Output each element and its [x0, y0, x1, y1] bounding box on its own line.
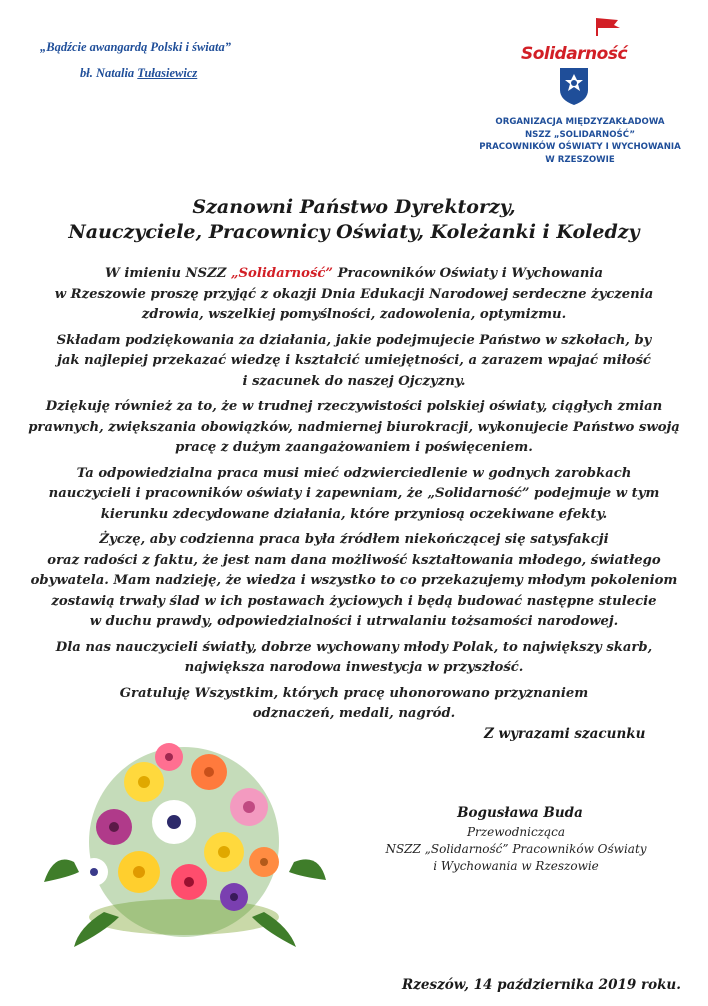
greeting [0, 195, 708, 245]
paragraph-5 [0, 530, 708, 633]
paragraph-line: odznaczeń, medali, nagród. [252, 706, 456, 721]
paragraph-line: nauczycieli i pracowników oświaty i zapewniam, że „Solidarność” podejmuje w tym [48, 486, 660, 501]
closing-phrase: Z wyrazami szacunku [484, 726, 646, 742]
role-line: Przewodnicząca [466, 825, 566, 839]
paragraph-line: jak najlepiej przekazać wiedzę i kształcić umiejętności, a zarazem wpajać miłość [57, 353, 651, 368]
role-line: NSZZ „Solidarność” Pracowników Oświaty [385, 842, 647, 856]
solidarnosc-logo [518, 14, 630, 64]
flower-bouquet-icon [34, 712, 334, 962]
paragraph-4 [0, 464, 708, 526]
paragraph-line: oraz radości z faktu, że jest nam dana możliwość kształtowania młodego, światłego [47, 552, 661, 568]
paragraph-line: zdrowia, wszelkiej pomyślności, zadowolenia, optymizmu. [141, 307, 567, 322]
quote-author [80, 66, 197, 81]
paragraph-1 [0, 264, 708, 326]
paragraph-line: prawnych, zwiększania obowiązków, nadmiernej biurokracji, wykonujecie Państwo swoją [28, 419, 680, 435]
paragraph-line: i szacunek do naszej Ojczyzny. [242, 373, 466, 389]
paragraph-3 [0, 397, 708, 459]
org-line: W RZESZOWIE [545, 154, 615, 165]
greeting-line-1: Szanowni Państwo Dyrektorzy, [192, 196, 516, 218]
paragraph-line: obywatela. Mam nadzieję, że wiedza i wszystko to co przekazujemy młodym pokoleniom [30, 573, 678, 588]
organization-name [470, 116, 690, 166]
signer-name: Bogusława Buda [457, 805, 583, 821]
logo-text: Solidarność [520, 44, 628, 64]
text-run: Pracowników Oświaty i Wychowania [332, 266, 604, 281]
paragraph-line: Życzę, aby codzienna praca była źródłem niekończącej się satysfakcji [99, 532, 609, 547]
paragraph-line: Składam podziękowania za działania, jakie podejmujecie Państwo w szkołach, by [56, 332, 652, 348]
org-line: NSZZ „SOLIDARNOŚĆ” [524, 129, 635, 140]
date-line: Rzeszów, 14 października 2019 roku. [402, 977, 681, 993]
paragraph-line: Gratuluję Wszystkim, których pracę uhonorowano przyznaniem [119, 685, 589, 701]
paragraph-line [0, 264, 708, 285]
role-line: i Wychowania w Rzeszowie [433, 859, 599, 873]
text-run: W imieniu NSZZ [104, 266, 231, 281]
union-emblem-icon [558, 66, 590, 106]
paragraph-line: w duchu prawdy, odpowiedzialności i utrwalaniu tożsamości narodowej. [89, 614, 619, 629]
org-line: ORGANIZACJA MIĘDZYZAKŁADOWA [495, 117, 665, 127]
quote-author-prefix: bł. Natalia [80, 66, 138, 80]
letter-body [0, 264, 708, 730]
org-line: PRACOWNIKÓW OŚWIATY I WYCHOWANIA [479, 142, 681, 152]
paragraph-line: Dla nas nauczycieli światły, dobrze wychowany młody Polak, to największy skarb, [55, 639, 653, 655]
paragraph-line: kierunku zdecydowane działania, które przyniosą oczekiwane efekty. [100, 506, 608, 522]
signer-role [366, 824, 666, 875]
paragraph-line: pracę z dużym zaangażowaniem i poświęceniem. [175, 440, 533, 455]
paragraph-2 [0, 331, 708, 393]
paragraph-line: największa narodowa inwestycja w przyszłość. [184, 660, 524, 675]
paragraph-6 [0, 638, 708, 679]
header-quote: „Bądźcie awangardą Polski i świata” [40, 40, 231, 54]
paragraph-line: Dziękuję również za to, że w trudnej rzeczywistości polskiej oświaty, ciągłych zmian [45, 399, 663, 414]
solidarnosc-highlight: „Solidarność” [230, 266, 333, 281]
paragraph-line: Ta odpowiedzialna praca musi mieć odzwierciedlenie w godnych zarobkach [76, 465, 632, 481]
paragraph-line: zostawią trwały ślad w ich postawach życiowych i będą budować następne stulecie [51, 593, 657, 609]
greeting-line-2: Nauczyciele, Pracownicy Oświaty, Koleżanki i Koledzy [68, 221, 640, 243]
paragraph-line: w Rzeszowie proszę przyjąć z okazji Dnia Edukacji Narodowej serdeczne życzenia [54, 286, 654, 302]
quote-author-name: Tułasiewicz [137, 66, 198, 80]
